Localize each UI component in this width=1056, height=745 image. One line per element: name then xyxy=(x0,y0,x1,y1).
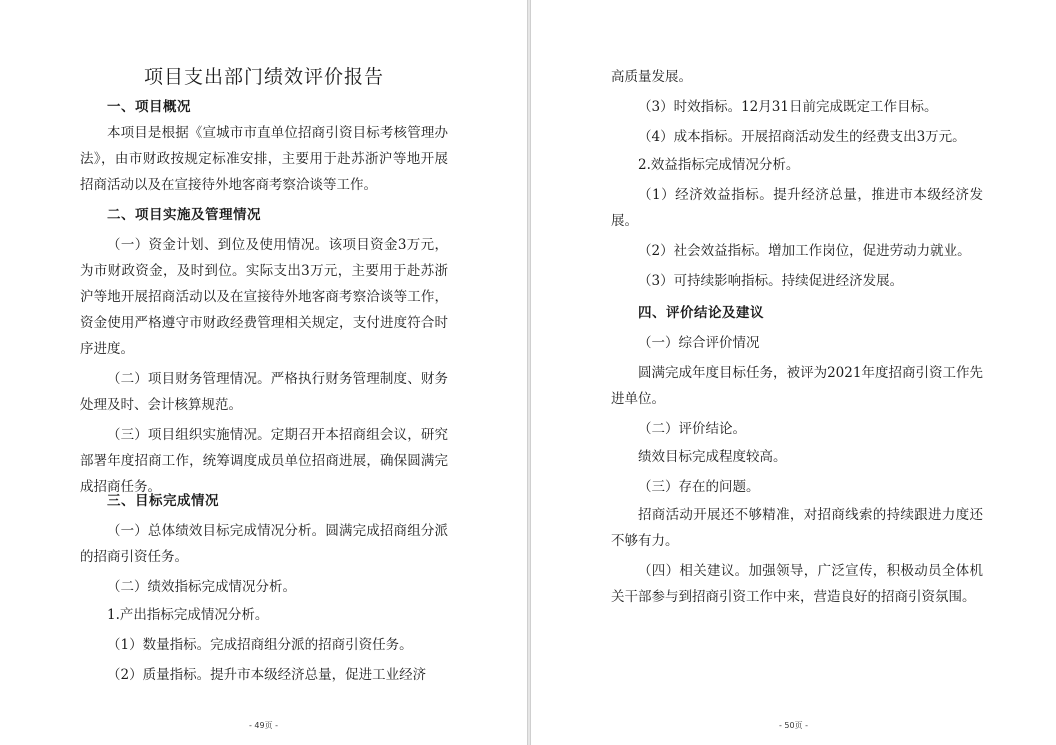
heading-goal-completion: 三、目标完成情况 xyxy=(107,493,219,509)
paragraph: （3）时效指标。12月31日前完成既定工作目标。 xyxy=(638,99,938,115)
page-number: - 50页 - xyxy=(778,721,809,730)
section-3 xyxy=(80,488,448,688)
paragraph: （一）资金计划、到位及使用情况。该项目资金3万元，为市财政资金，及时到位。实际支出3万元，主要用于赴苏浙沪等地开展招商活动以及在宣接待外地客商考察洽谈等工作，资金使用严格遵守市财政经费管理相关规定，支付进度符合时序进度。 xyxy=(80,237,448,357)
section-3-continued xyxy=(611,64,983,294)
paragraph: （3）可持续影响指标。持续促进经济发展。 xyxy=(638,273,904,289)
paragraph: （2）社会效益指标。增加工作岗位，促进劳动力就业。 xyxy=(638,243,971,259)
paragraph: 2.效益指标完成情况分析。 xyxy=(638,157,800,173)
section-1 xyxy=(80,94,448,198)
paragraph: （一）总体绩效目标完成情况分析。圆满完成招商组分派的招商引资任务。 xyxy=(80,523,448,565)
report-title: 项目支出部门绩效评价报告 xyxy=(143,66,384,88)
heading-implementation: 二、项目实施及管理情况 xyxy=(107,207,261,223)
paragraph: （二）绩效指标完成情况分析。 xyxy=(107,579,296,595)
paragraph: 本项目是根据《宣城市市直单位招商引资目标考核管理办法》，由市财政按规定标准安排，主要用于赴苏浙沪等地开展招商活动以及在宣接待外地客商考察洽谈等工作。 xyxy=(80,125,448,193)
paragraph: （二）评价结论。 xyxy=(638,421,746,437)
page-49 xyxy=(0,0,527,745)
paragraph: 高质量发展。 xyxy=(611,69,692,85)
paragraph: 圆满完成年度目标任务，被评为2021年度招商引资工作先进单位。 xyxy=(611,365,983,407)
paragraph: （1）经济效益指标。提升经济总量，推进市本级经济发展。 xyxy=(611,187,983,229)
paragraph: （四）相关建议。加强领导，广泛宣传，积极动员全体机关干部参与到招商引资工作中来，营造良好的招商引资氛围。 xyxy=(611,563,983,605)
paragraph: （三）项目组织实施情况。定期召开本招商组会议，研究部署年度招商工作，统筹调度成员单位招商进展，确保圆满完成招商任务。 xyxy=(80,427,448,495)
heading-conclusion: 四、评价结论及建议 xyxy=(638,305,764,321)
section-4 xyxy=(611,300,983,610)
page-50 xyxy=(531,0,1056,745)
paragraph: （2）质量指标。提升市本级经济总量，促进工业经济 xyxy=(107,667,427,683)
section-2 xyxy=(80,202,448,500)
paragraph: （三）存在的问题。 xyxy=(638,479,760,495)
paragraph: 招商活动开展还不够精准，对招商线索的持续跟进力度还不够有力。 xyxy=(611,507,983,549)
paragraph: （二）项目财务管理情况。严格执行财务管理制度、财务处理及时、会计核算规范。 xyxy=(80,371,448,413)
paragraph: 1.产出指标完成情况分析。 xyxy=(107,607,269,623)
paragraph: （1）数量指标。完成招商组分派的招商引资任务。 xyxy=(107,637,413,653)
heading-project-overview: 一、项目概况 xyxy=(107,99,191,115)
paragraph: （4）成本指标。开展招商活动发生的经费支出3万元。 xyxy=(638,129,966,145)
paragraph: 绩效目标完成程度较高。 xyxy=(638,449,787,465)
page-number: - 49页 - xyxy=(248,721,279,730)
paragraph: （一）综合评价情况 xyxy=(638,335,760,351)
